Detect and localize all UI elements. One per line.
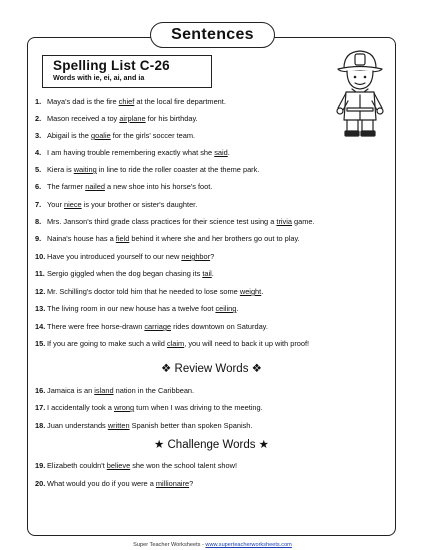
sentence-number: 5. xyxy=(35,165,42,174)
sentence-text: What would you do if you were a xyxy=(47,479,156,488)
sentence-text: . xyxy=(261,287,264,296)
sentence-item xyxy=(35,403,263,413)
footer xyxy=(0,542,425,549)
spelling-word: niece xyxy=(64,200,82,209)
sentence-item xyxy=(35,252,214,262)
sentence-number: 17. xyxy=(35,403,46,412)
sentence-text: . xyxy=(227,148,230,157)
sentence-text: game. xyxy=(292,217,315,226)
sentence-text: is your brother or sister's daughter. xyxy=(81,200,198,209)
spelling-list-subtitle: Words with ie, ei, ai, and ia xyxy=(53,73,145,82)
sentence-text: for the girls' soccer team. xyxy=(110,131,196,140)
sentence-text: ? xyxy=(189,479,194,488)
spelling-word: wrong xyxy=(113,403,135,412)
sentence-text: behind it where she and her brothers go out to play. xyxy=(129,234,300,243)
spelling-word: written xyxy=(107,421,130,430)
sentence-item xyxy=(35,148,230,158)
sentence-text: Your xyxy=(47,200,64,209)
sentence-text: If you are going to make such a wild xyxy=(47,339,167,348)
sentence-text: turn when I was driving to the meeting. xyxy=(134,403,263,412)
sentence-item xyxy=(35,165,259,175)
sentence-number: 14. xyxy=(35,322,46,331)
sentence-number: 8. xyxy=(35,217,42,226)
sentence-text: Mrs. Janson's third grade class practices for their science test using a xyxy=(47,217,277,226)
spelling-word: trivia xyxy=(276,217,292,226)
sentence-text: Jamaica is an xyxy=(47,386,95,395)
spelling-word: ceiling xyxy=(215,304,237,313)
sentence-text: at the local fire department. xyxy=(134,97,226,106)
sentence-number: 15. xyxy=(35,339,46,348)
sentence-number: 2. xyxy=(35,114,42,123)
sentence-item xyxy=(35,234,300,244)
sentence-text: There were free horse-drawn xyxy=(47,322,145,331)
sentence-item xyxy=(35,131,195,141)
sentence-number: 7. xyxy=(35,200,42,209)
sentence-text: for his birthday. xyxy=(145,114,198,123)
sentence-text: in line to ride the roller coaster at the theme park. xyxy=(96,165,260,174)
sentence-text: Mr. Schilling's doctor told him that he needed to lose some xyxy=(47,287,240,296)
sentence-item xyxy=(35,322,268,332)
sentence-text: Mason received a toy xyxy=(47,114,120,123)
sentence-item xyxy=(35,114,198,124)
sentence-text: Naina's house has a xyxy=(47,234,116,243)
sentence-text: . xyxy=(236,304,239,313)
sentence-item xyxy=(35,287,263,297)
firefighter-illustration xyxy=(330,46,390,138)
sentence-number: 4. xyxy=(35,148,42,157)
spelling-word: claim xyxy=(166,339,185,348)
spelling-word: believe xyxy=(106,461,131,470)
sentence-text: a new shoe into his horse's foot. xyxy=(104,182,213,191)
spelling-word: said xyxy=(214,148,228,157)
spelling-word: goalie xyxy=(90,131,111,140)
sentence-number: 3. xyxy=(35,131,42,140)
spelling-word: tail xyxy=(202,269,212,278)
sentence-item xyxy=(35,461,237,471)
spelling-word: waiting xyxy=(73,165,97,174)
spelling-word: millionaire xyxy=(155,479,190,488)
spelling-word: weight xyxy=(239,287,262,296)
spelling-word: nailed xyxy=(85,182,105,191)
sentence-number: 20. xyxy=(35,479,46,488)
sentence-item xyxy=(35,386,194,396)
sentence-text: . xyxy=(211,269,214,278)
sentence-item xyxy=(35,269,214,279)
sentence-item xyxy=(35,304,238,314)
sentence-text: Spanish better than spoken Spanish. xyxy=(129,421,253,430)
sentence-number: 18. xyxy=(35,421,46,430)
sentence-text: I accidentally took a xyxy=(47,403,114,412)
sentence-number: 6. xyxy=(35,182,42,191)
sentence-text: ? xyxy=(210,252,215,261)
sentence-text: Have you introduced yourself to our new xyxy=(47,252,182,261)
sentence-text: , you will need to back it up with proof! xyxy=(184,339,310,348)
sentence-text: Maya's dad is the fire xyxy=(47,97,119,106)
sentence-text: Juan understands xyxy=(47,421,108,430)
sentence-text: Kiera is xyxy=(47,165,74,174)
review-words-heading: ❖ Review Words ❖ xyxy=(161,363,262,375)
spelling-word: chief xyxy=(118,97,135,106)
challenge-words-heading: ★ Challenge Words ★ xyxy=(153,439,269,451)
sentence-number: 16. xyxy=(35,386,46,395)
sentence-text: The living room in our new house has a twelve foot xyxy=(47,304,216,313)
sentence-item xyxy=(35,182,212,192)
spelling-word: neighbor xyxy=(181,252,211,261)
sentence-text: rides downtown on Saturday. xyxy=(171,322,268,331)
page-title: Sentences xyxy=(150,22,275,48)
sentence-text: Abigail is the xyxy=(47,131,91,140)
sentence-item xyxy=(35,421,252,431)
sentence-number: 19. xyxy=(35,461,46,470)
sentence-number: 11. xyxy=(35,269,45,278)
sentence-item xyxy=(35,479,193,489)
spelling-word: island xyxy=(94,386,114,395)
footer-text: Super Teacher Worksheets - xyxy=(133,542,206,548)
spelling-word: carriage xyxy=(144,322,172,331)
sentence-number: 1. xyxy=(35,97,42,106)
sentence-text: Sergio giggled when the dog began chasing its xyxy=(47,269,203,278)
sentence-text: Elizabeth couldn't xyxy=(47,461,107,470)
sentence-text: nation in the Caribbean. xyxy=(113,386,195,395)
spelling-list-box xyxy=(42,55,212,88)
spelling-word: airplane xyxy=(119,114,146,123)
sentence-number: 12. xyxy=(35,287,46,296)
sentence-item xyxy=(35,217,315,227)
sentence-text: I am having trouble remembering exactly what she xyxy=(47,148,215,157)
sentence-number: 9. xyxy=(35,234,42,243)
sentence-number: 13. xyxy=(35,304,46,313)
sentence-number: 10. xyxy=(35,252,46,261)
sentence-item xyxy=(35,97,226,107)
sentence-text: she won the school talent show! xyxy=(130,461,238,470)
sentence-item xyxy=(35,200,197,210)
spelling-word: field xyxy=(115,234,130,243)
sentence-text: The farmer xyxy=(47,182,86,191)
footer-link[interactable]: www.superteacherworksheets.com xyxy=(205,542,292,548)
spelling-list-title: Spelling List C-26 xyxy=(53,58,170,73)
sentence-item xyxy=(35,339,309,349)
